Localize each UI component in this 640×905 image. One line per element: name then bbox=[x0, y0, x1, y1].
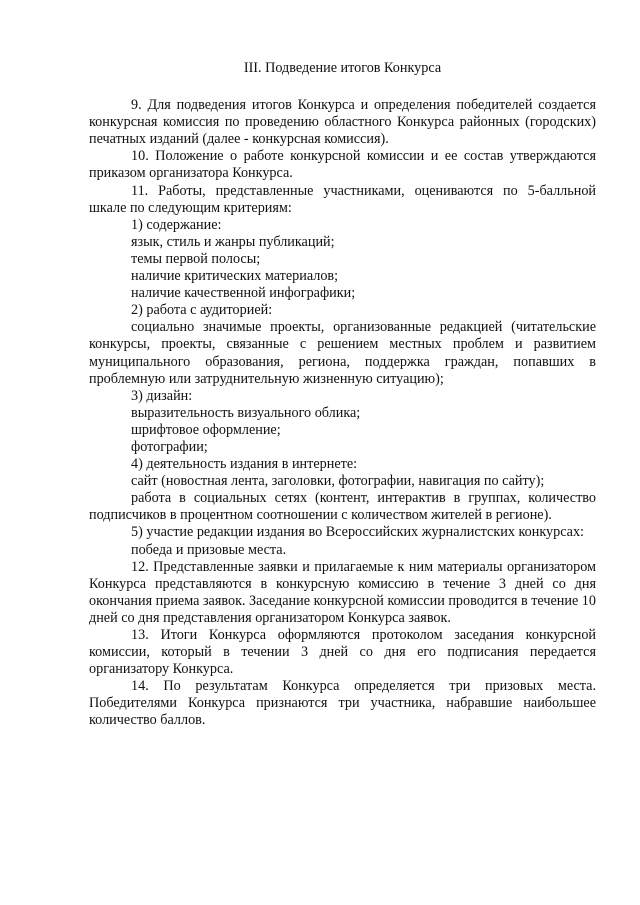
paragraph-9: 9. Для подведения итогов Конкурса и определения победителей создается конкурсная комиссия по проведению областного Конкурса районных (городских) печатных изданий (далее - конкурсная комиссия). bbox=[89, 97, 596, 148]
criterion-item: выразительность визуального облика; bbox=[131, 404, 361, 421]
paragraph-10: 10. Положение о работе конкурсной комиссии и ее состав утверждаются приказом организатора Конкурса. bbox=[89, 148, 596, 182]
criterion-item: сайт (новостная лента, заголовки, фотографии, навигация по сайту); bbox=[131, 473, 545, 490]
criterion-internet: 4) деятельность издания в интернете: bbox=[131, 456, 358, 473]
criterion-item: работа в социальных сетях (контент, интерактив в группах, количество подписчиков в процентном соотношении с количеством жителей в регионе). bbox=[89, 490, 596, 524]
criterion-item: наличие критических материалов; bbox=[131, 268, 339, 285]
criterion-item: язык, стиль и жанры публикаций; bbox=[131, 233, 335, 250]
document-body bbox=[89, 60, 596, 730]
paragraph-13: 13. Итоги Конкурса оформляются протоколом заседания конкурсной комиссии, который в течении 3 дней со дня его подписания передается организатору Конкурса. bbox=[89, 627, 596, 678]
criterion-content: 1) содержание: bbox=[131, 216, 222, 233]
paragraph-12: 12. Представленные заявки и прилагаемые к ним материалы организатором Конкурса представляются в конкурсную комиссию в течение 3 дней со дня окончания приема заявок. Заседание конкурсной комиссии проводится в течение 10 дней со дня представления организатором Конкурса заявок. bbox=[89, 558, 596, 626]
criterion-item: социально значимые проекты, организованные редакцией (читательские конкурсы, проекты, связанные с решением местных проблем и развитием муниципального образования, региона, поддержка граждан, попавших в проблемную или затруднительную жизненную ситуацию); bbox=[89, 319, 596, 387]
criterion-item: наличие качественной инфографики; bbox=[131, 285, 356, 302]
criterion-item: шрифтовое оформление; bbox=[131, 421, 281, 438]
criterion-design: 3) дизайн: bbox=[131, 387, 193, 404]
criterion-contests: 5) участие редакции издания во Всероссийских журналистских конкурсах: bbox=[131, 524, 585, 541]
criterion-item: победа и призовые места. bbox=[131, 541, 287, 558]
section-heading: III. Подведение итогов Конкурса bbox=[243, 60, 442, 76]
paragraph-11: 11. Работы, представленные участниками, оцениваются по 5-балльной шкале по следующим критериям: bbox=[89, 182, 596, 216]
criterion-item: фотографии; bbox=[131, 438, 208, 455]
criterion-item: темы первой полосы; bbox=[131, 250, 261, 267]
paragraph-14: 14. По результатам Конкурса определяется три призовых места. Победителями Конкурса признаются три участника, набравшие наибольшее количество баллов. bbox=[89, 678, 596, 729]
criterion-audience: 2) работа с аудиторией: bbox=[131, 302, 273, 319]
